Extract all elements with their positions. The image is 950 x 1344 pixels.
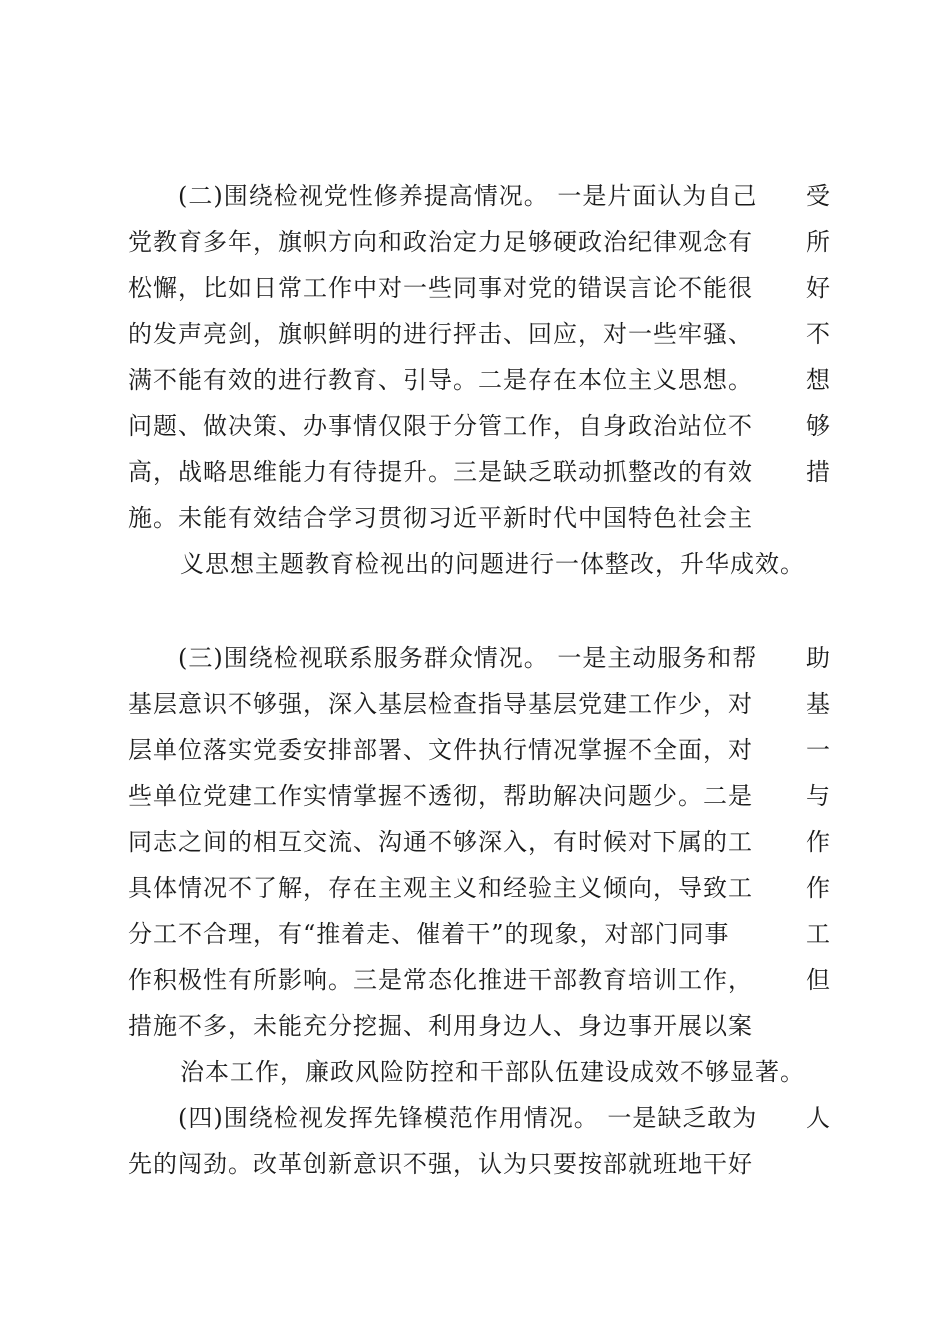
- section2-line-2: 党教育多年，旗帜方向和政治定力足够硬政治纪律观念有: [128, 228, 753, 256]
- section4-line-1: (四)围绕检视发挥先锋模范作用情况。 一是缺乏敢为: [178, 1104, 758, 1132]
- section2-tail-line: 义思想主题教育检视出的问题进行一体整改，升华成效。: [180, 550, 805, 578]
- section3-line-1: (三)围绕检视联系服务群众情况。 一是主动服务和帮: [178, 644, 758, 672]
- section3-right-char-4: 与: [806, 782, 831, 810]
- section3-line-8: 作积极性有所影响。三是常态化推进干部教育培训工作，: [128, 966, 753, 994]
- section3-line-7: 分工不合理，有“推着走、催着干”的现象，对部门同事: [128, 920, 730, 948]
- section3-right-char-3: 一: [806, 736, 831, 764]
- section2-line-3: 松懈，比如日常工作中对一些同事对党的错误言论不能很: [128, 274, 753, 302]
- section3-right-char-1: 助: [806, 644, 831, 672]
- section2-right-char-3: 好: [806, 274, 831, 302]
- section2-right-char-7: 措: [806, 458, 831, 486]
- section4-line-2: 先的闯劲。改革创新意识不强，认为只要按部就班地干好: [128, 1150, 753, 1178]
- section2-line-8: 施。未能有效结合学习贯彻习近平新时代中国特色社会主: [128, 504, 753, 532]
- section3-right-char-8: 但: [806, 966, 831, 994]
- section2-line-4: 的发声亮剑，旗帜鲜明的进行抨击、回应，对一些牢骚、: [128, 320, 753, 348]
- section2-right-char-4: 不: [806, 320, 831, 348]
- section3-line-4: 些单位党建工作实情掌握不透彻，帮助解决问题少。二是: [128, 782, 753, 810]
- section2-line-7: 高，战略思维能力有待提升。三是缺乏联动抓整改的有效: [128, 458, 753, 486]
- section2-line-1: (二)围绕检视党性修养提高情况。 一是片面认为自己: [178, 182, 758, 210]
- section3-line-6: 具体情况不了解，存在主观主义和经验主义倾向，导致工: [128, 874, 753, 902]
- section3-line-9: 措施不多，未能充分挖掘、利用身边人、身边事开展以案: [128, 1012, 753, 1040]
- section2-line-6: 问题、做决策、办事情仅限于分管工作，自身政治站位不: [128, 412, 753, 440]
- section2-right-char-2: 所: [806, 228, 831, 256]
- section3-line-5: 同志之间的相互交流、沟通不够深入，有时候对下属的工: [128, 828, 753, 856]
- section3-line-3: 层单位落实党委安排部署、文件执行情况掌握不全面，对: [128, 736, 753, 764]
- section2-line-5: 满不能有效的进行教育、引导。二是存在本位主义思想。: [128, 366, 753, 394]
- section2-right-char-6: 够: [806, 412, 831, 440]
- section3-right-char-2: 基: [806, 690, 831, 718]
- section2-right-char-1: 受: [806, 182, 831, 210]
- section3-tail-line: 治本工作，廉政风险防控和干部队伍建设成效不够显著。: [180, 1058, 805, 1086]
- section3-right-char-7: 工: [806, 920, 831, 948]
- section4-right-char-1: 人: [806, 1104, 831, 1132]
- section2-right-char-5: 想: [806, 366, 831, 394]
- section3-line-2: 基层意识不够强，深入基层检查指导基层党建工作少，对: [128, 690, 753, 718]
- section3-right-char-6: 作: [806, 874, 831, 902]
- section3-right-char-5: 作: [806, 828, 831, 856]
